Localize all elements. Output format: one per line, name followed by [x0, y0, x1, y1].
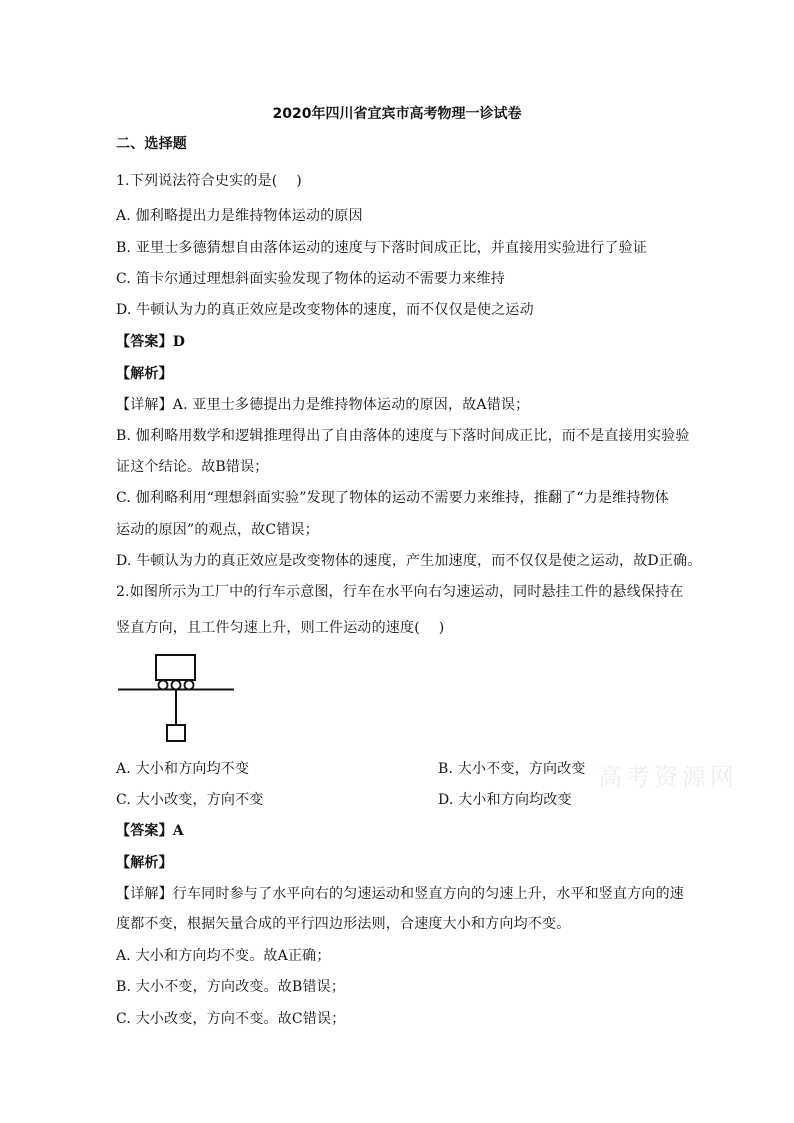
- question-1-detail-line: B. 伽利略用数学和逻辑推理得出了自由落体的速度与下落时间成正比，而不是直接用实验验: [116, 428, 690, 444]
- question-2-detail-line: 【详解】行车同时参与了水平向右的匀速运动和竖直方向的匀速上升，水平和竖直方向的速: [116, 886, 684, 902]
- question-2-detail-line: 度都不变，根据矢量合成的平行四边形法则，合速度大小和方向均不变。: [116, 916, 571, 932]
- crane-diagram: [116, 651, 236, 746]
- question-2-option-a: A. 大小和方向均不变: [116, 761, 250, 777]
- question-2-answer: 【答案】A: [116, 823, 184, 839]
- section-heading: 二、选择题: [116, 136, 187, 152]
- question-2-detail-line: A. 大小和方向均不变。故A正确；: [116, 948, 331, 964]
- question-1-stem: 1.下列说法符合史实的是( ): [116, 173, 302, 189]
- question-2-stem-line: 2.如图所示为工厂中的行车示意图，行车在水平向右匀速运动，同时悬挂工件的悬线保持在: [116, 584, 684, 600]
- watermark: 高考资源网: [598, 763, 738, 791]
- question-1-option-d: D. 牛顿认为力的真正效应是改变物体的速度，而不仅仅是使之运动: [116, 302, 534, 318]
- page-title: 2020年四川省宜宾市高考物理一诊试卷: [272, 106, 522, 122]
- question-2-option-d: D. 大小和方向均改变: [438, 792, 572, 808]
- question-1-option-b: B. 亚里士多德猜想自由落体运动的速度与下落时间成正比，并直接用实验进行了验证: [116, 240, 647, 256]
- question-1-detail-line: D. 牛顿认为力的真正效应是改变物体的速度，产生加速度，而不仅仅是使之运动，故D正确。: [116, 553, 702, 569]
- question-2-stem-line: 竖直方向，且工件匀速上升，则工件运动的速度( ): [116, 620, 445, 636]
- question-1-detail-line: 【详解】A. 亚里士多德提出力是维持物体运动的原因，故A错误；: [116, 397, 530, 413]
- question-1-analysis-heading: 【解析】: [116, 366, 173, 382]
- question-1-answer: 【答案】D: [116, 334, 186, 350]
- question-2-analysis-heading: 【解析】: [116, 855, 173, 871]
- trolley-wheel: [172, 681, 181, 690]
- question-1-option-c: C. 笛卡尔通过理想斜面实验发现了物体的运动不需要力来维持: [116, 271, 505, 287]
- question-2-detail-line: C. 大小改变，方向不变。故C错误；: [116, 1011, 346, 1027]
- question-1-detail-line: 证这个结论。故B错误；: [116, 459, 269, 475]
- question-2-option-b: B. 大小不变，方向改变: [438, 761, 586, 777]
- question-1-detail-line: 运动的原因”的观点，故C错误；: [116, 522, 319, 538]
- question-2-detail-line: B. 大小不变，方向改变。故B错误；: [116, 979, 346, 995]
- trolley-wheel: [159, 681, 168, 690]
- question-1-detail-line: C. 伽利略利用“理想斜面实验”发现了物体的运动不需要力来维持，推翻了“力是维持物体: [116, 490, 669, 506]
- workpiece: [167, 725, 185, 741]
- question-1-option-a: A. 伽利略提出力是维持物体运动的原因: [116, 208, 363, 224]
- question-2-option-c: C. 大小改变，方向不变: [116, 792, 264, 808]
- trolley-wheel: [185, 681, 194, 690]
- crane-trolley: [156, 655, 195, 680]
